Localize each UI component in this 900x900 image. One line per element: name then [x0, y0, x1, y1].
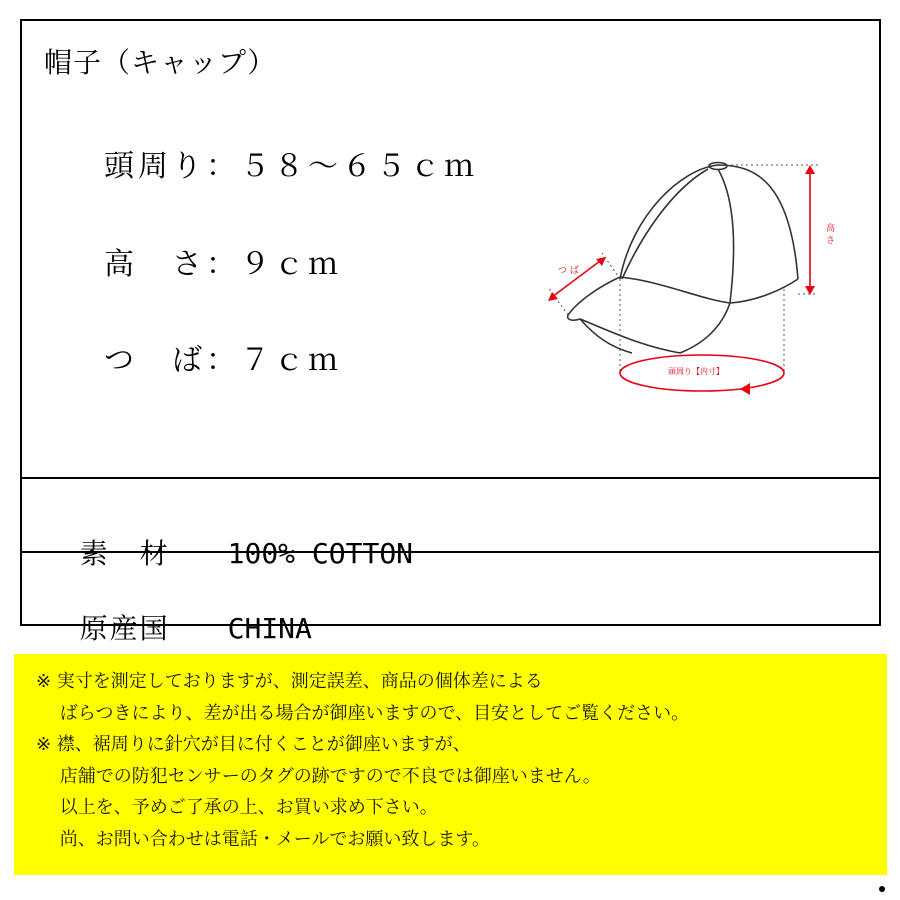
note-line: ばらつきにより、差が出る場合が御座いますので、目安としてご覧ください。 [36, 702, 690, 724]
material-label: 素 材 [79, 537, 170, 570]
divider [22, 477, 879, 479]
spec-brim: つ ば：７ｃｍ [104, 343, 342, 378]
cap-brim-under [580, 319, 632, 353]
note-line: ※ 実寸を測定しておりますが、測定誤差、商品の個体差による [36, 671, 543, 692]
circumference-label: 頭周り【内寸】 [668, 367, 724, 376]
spec-head-circumference: 頭周り：５８～６５ｃｍ [104, 149, 478, 184]
cap-brim-outline [568, 277, 730, 353]
product-title: 帽子（キャップ） [44, 46, 277, 79]
divider [22, 551, 879, 553]
origin-value: CHINA [227, 612, 312, 645]
brim-label: つ ば [558, 266, 579, 276]
origin-label: 原産国 [79, 612, 170, 645]
spec-height: 高 さ：９ｃｍ [104, 247, 342, 282]
material-value: 100% COTTON [227, 537, 414, 570]
height-label-1: 高 [826, 224, 836, 234]
cap-seam-left [622, 169, 708, 279]
note-line: 以上を、予めご了承の上、お買い求め下さい。 [36, 797, 438, 818]
disclaimer-note [14, 654, 887, 875]
cap-diagram [540, 161, 840, 411]
note-line: ※ 襟、裾周りに針穴が目に付くことが御座いますが、 [36, 734, 471, 755]
cap-crown-bottom [620, 277, 798, 303]
note-line: 尚、お問い合わせは電話・メールでお願い致します。 [36, 828, 490, 850]
cap-seam-center [718, 169, 734, 303]
note-line: 店舗での防犯センサーのタグの跡ですので不良では御座いません。 [36, 765, 601, 787]
cap-crown-outline [620, 165, 798, 279]
spec-box [20, 19, 881, 645]
height-label-2: さ [826, 236, 836, 246]
bullet-dot [879, 886, 885, 892]
